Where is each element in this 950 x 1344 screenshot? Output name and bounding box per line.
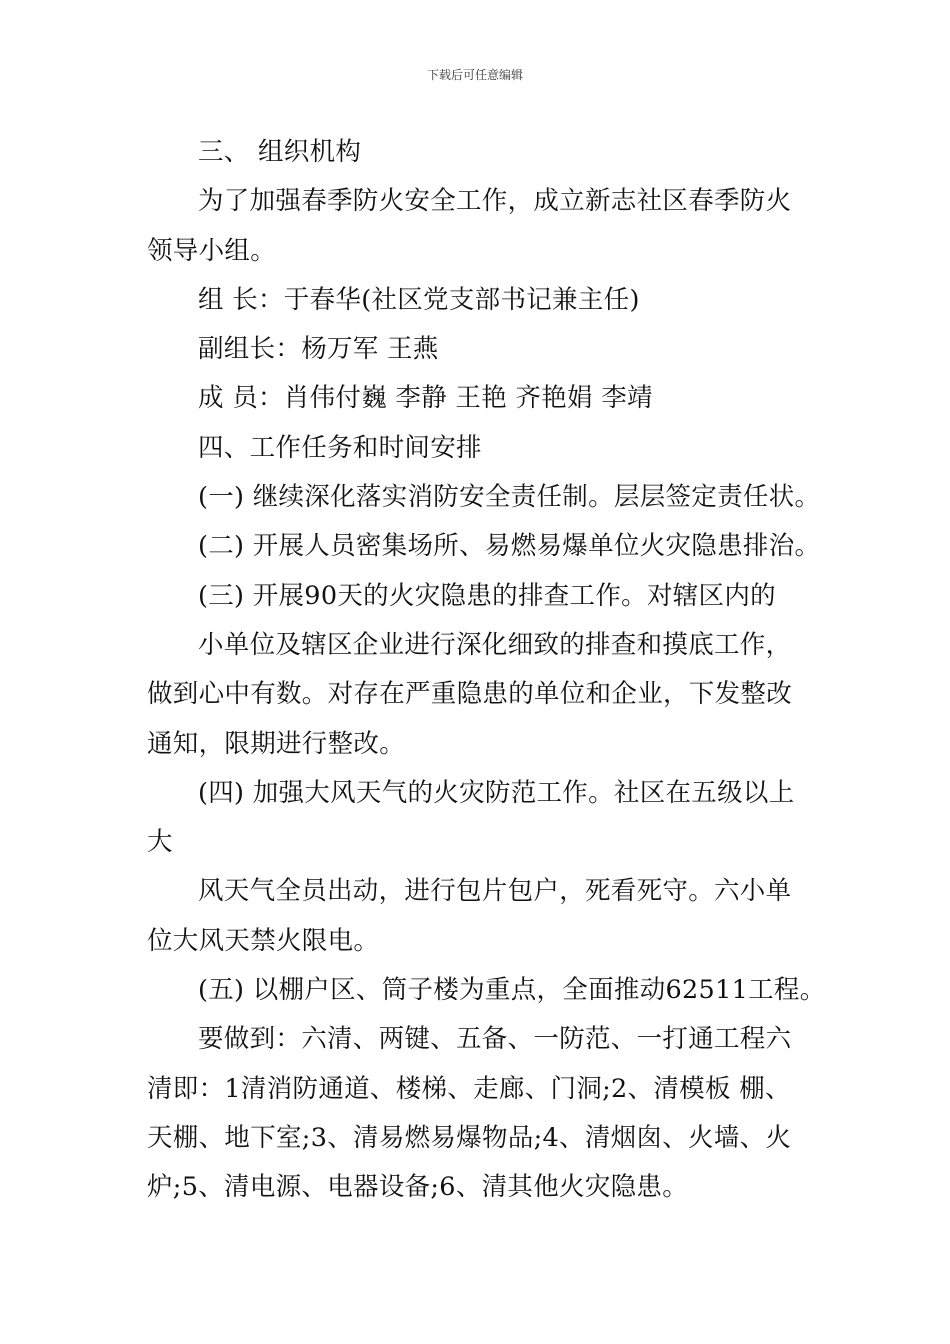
page-header: 下载后可任意编辑: [426, 68, 523, 82]
text-line: 炉;5、清电源、电器设备;6、清其他火灾隐患。: [147, 1172, 689, 1203]
text-line: 要做到：六清、两键、五备、一防范、一打通工程六: [198, 1024, 792, 1055]
text-line: 为了加强春季防火安全工作，成立新志社区春季防火: [198, 186, 792, 217]
text-line: (二) 开展人员密集场所、易燃易爆单位火灾隐患排治。: [198, 531, 821, 562]
text-line: 做到心中有数。对存在严重隐患的单位和企业，下发整改: [147, 679, 793, 710]
text-line: 成 员：肖伟付巍 李静 王艳 齐艳娟 李靖: [198, 383, 653, 414]
text-line: 清即：1清消防通道、楼梯、走廊、门洞;2、清模板 棚、: [147, 1073, 791, 1104]
text-line: 副组长：杨万军 王燕: [198, 334, 439, 365]
text-line: (五) 以棚户区、筒子楼为重点，全面推动62511工程。: [198, 975, 826, 1006]
text-line: 通知，限期进行整改。: [147, 728, 406, 759]
text-line: 位大风天禁火限电。: [147, 925, 380, 956]
text-line: 组 长：于春华(社区党支部书记兼主任): [198, 284, 640, 315]
text-line: 四、工作任务和时间安排: [198, 432, 482, 463]
text-line: (三) 开展90天的火灾隐患的排查工作。对辖区内的: [198, 580, 776, 611]
text-line: 天棚、地下室;3、清易燃易爆物品;4、清烟囱、火墙、火: [147, 1122, 792, 1153]
text-line: 三、 组织机构: [198, 137, 362, 167]
text-line: 风天气全员出动，进行包片包户，死看死守。六小单: [198, 876, 792, 907]
document-body: [147, 128, 826, 1213]
text-line: 领导小组。: [147, 235, 277, 266]
text-line: 大: [147, 827, 173, 858]
text-line: (四) 加强大风天气的火灾防范工作。社区在五级以上: [198, 777, 795, 808]
text-line: (一) 继续深化落实消防安全责任制。层层签定责任状。: [198, 482, 821, 513]
text-line: 小单位及辖区企业进行深化细致的排查和摸底工作，: [198, 629, 792, 660]
